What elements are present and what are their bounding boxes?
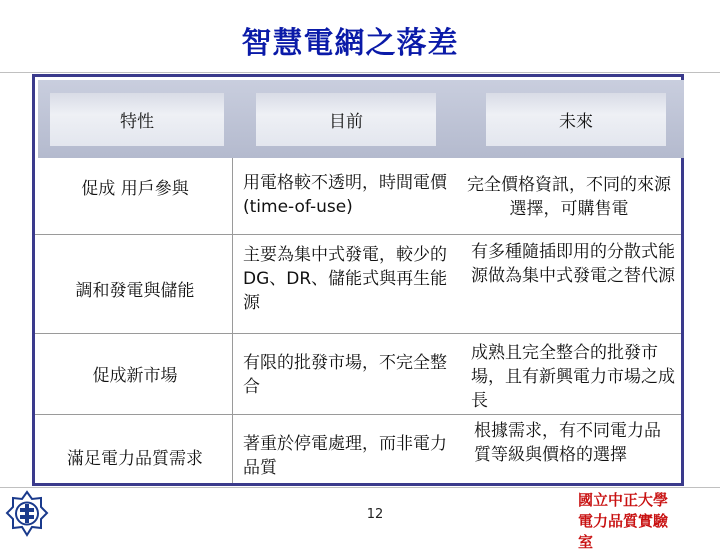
row-4-current: 著重於停電處理，而非電力品質: [243, 434, 447, 478]
bottom-divider: [0, 487, 720, 488]
row-4-future: 根據需求，有不同電力品質等級與價格的選擇: [474, 421, 661, 465]
row-1-current: 用電格較不透明，時間電價 (time-of-use): [243, 173, 447, 217]
column-divider: [232, 158, 233, 483]
row-divider: [35, 414, 681, 415]
table-header-row: [38, 80, 684, 158]
row-2-current: 主要為集中式發電，較少的 DG、DR、儲能式與再生能源: [243, 245, 448, 313]
row-3-future: 成熟且完全整合的批發市場，且有新興電力市場之成長: [471, 343, 675, 411]
organization-label: [578, 490, 708, 551]
top-divider: [0, 72, 720, 73]
organization-line-2: 電力品質實驗: [578, 512, 669, 530]
page-title: 智慧電網之落差: [241, 26, 459, 61]
row-1-future: 完全價格資訊，不同的來源選擇，可購售電: [467, 175, 671, 219]
organization-line-1: 國立中正大學: [578, 491, 669, 509]
page-number: 12: [366, 507, 384, 522]
header-future: 未來: [486, 93, 666, 146]
row-2-feature: 調和發電與儲能: [75, 281, 195, 301]
row-3-feature: 促成新市場: [92, 366, 178, 386]
header-feature: 特性: [50, 93, 224, 146]
organization-line-3: 室: [578, 533, 594, 551]
row-1-feature: 促成 用戶參與: [81, 179, 189, 199]
university-emblem-icon: [6, 491, 48, 536]
row-3-current: 有限的批發市場，不完全整合: [243, 353, 447, 397]
row-divider: [35, 234, 681, 235]
row-2-future: 有多種隨插即用的分散式能源做為集中式發電之替代源: [471, 242, 675, 286]
header-current: 目前: [256, 93, 436, 146]
row-divider: [35, 333, 681, 334]
row-4-feature: 滿足電力品質需求: [67, 449, 203, 469]
